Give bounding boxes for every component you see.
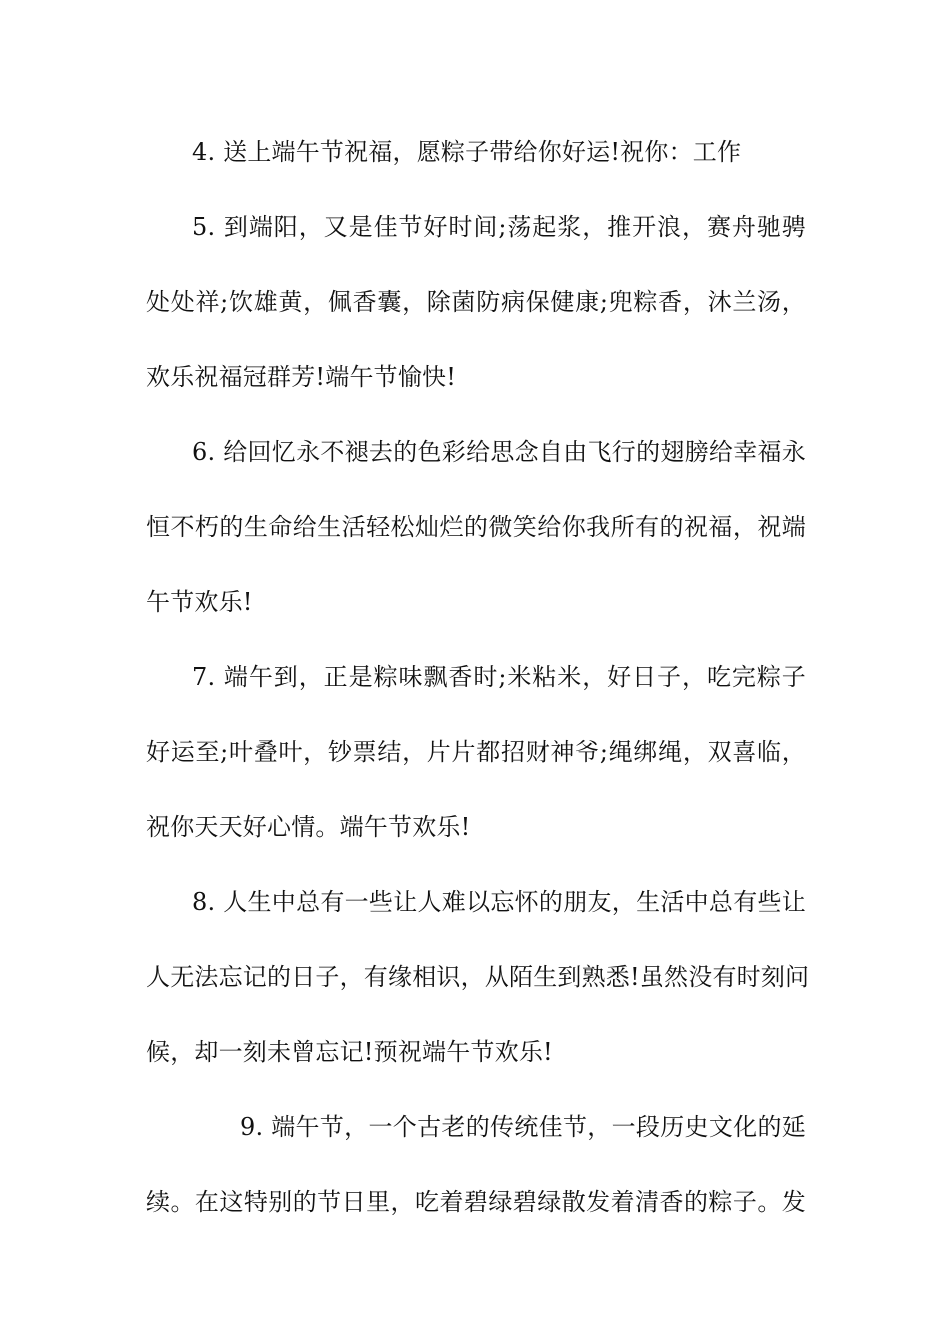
text-line-1: 4. 送上端午节祝福，愿粽子带给你好运!祝你：工作 (192, 138, 742, 166)
text-line-10: 祝你天天好心情。端午节欢乐! (146, 813, 471, 841)
text-line-5: 6. 给回忆永不褪去的色彩给思念自由飞行的翅膀给幸福永 (192, 438, 806, 466)
text-line-7: 午节欢乐! (146, 588, 253, 616)
text-line-4: 欢乐祝福冠群芳!端午节愉快! (146, 363, 457, 391)
text-line-8: 7. 端午到，正是粽味飘香时;米粘米，好日子，吃完粽子 (192, 663, 806, 691)
text-line-15: 续。在这特别的节日里，吃着碧绿碧绿散发着清香的粽子。发 (146, 1188, 806, 1216)
text-line-6: 恒不朽的生命给生活轻松灿烂的微笑给你我所有的祝福，祝端 (146, 513, 806, 541)
text-line-9: 好运至;叶叠叶，钞票结，片片都招财神爷;绳绑绳，双喜临， (146, 738, 806, 766)
text-line-13: 候，却一刻未曾忘记!预祝端午节欢乐! (146, 1038, 553, 1066)
text-line-14: 9. 端午节，一个古老的传统佳节，一段历史文化的延 (240, 1113, 806, 1141)
text-line-12: 人无法忘记的日子，有缘相识，从陌生到熟悉!虽然没有时刻问 (146, 963, 810, 991)
text-line-3: 处处祥;饮雄黄，佩香囊，除菌防病保健康;兜粽香，沐兰汤， (146, 288, 806, 316)
text-line-11: 8. 人生中总有一些让人难以忘怀的朋友，生活中总有些让 (192, 888, 806, 916)
text-line-2: 5. 到端阳，又是佳节好时间;荡起浆，推开浪，赛舟驰骋 (192, 213, 806, 241)
